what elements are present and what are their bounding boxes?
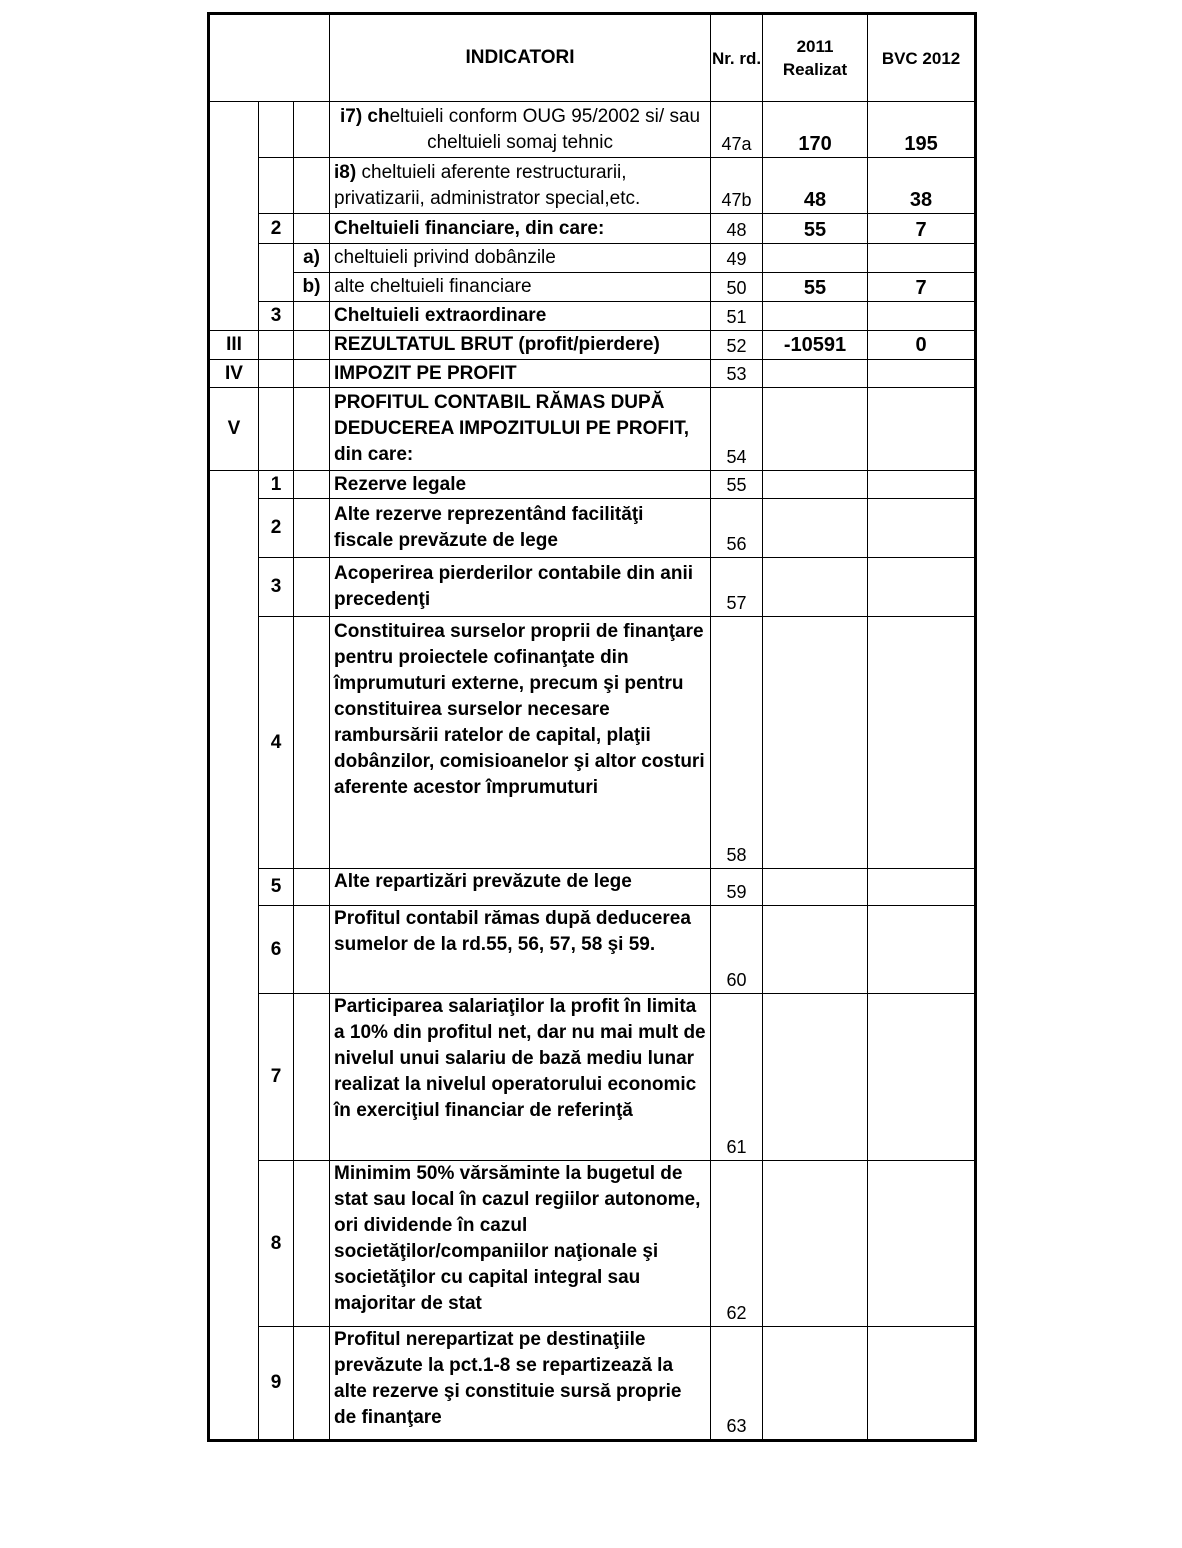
table-row xyxy=(209,906,976,994)
letter-cell xyxy=(294,1161,330,1327)
num-cell: 7 xyxy=(259,994,294,1161)
indicator-text: Cheltuieli extraordinare xyxy=(330,302,711,331)
num-cell: 3 xyxy=(259,302,294,331)
letter-cell xyxy=(294,360,330,388)
value-2012: 195 xyxy=(868,102,976,158)
value-2011 xyxy=(763,1161,868,1327)
num-cell xyxy=(259,360,294,388)
table-row xyxy=(209,869,976,906)
letter-cell xyxy=(294,214,330,244)
value-2011 xyxy=(763,471,868,499)
header-indicators: INDICATORI xyxy=(330,14,711,102)
value-2012 xyxy=(868,617,976,869)
header-nr-rd: Nr. rd. xyxy=(711,14,763,102)
row-number: 47a xyxy=(711,102,763,158)
indicator-text: i8) cheltuieli aferente restructurarii, privatizarii, administrator special,etc. xyxy=(330,158,711,214)
table-row xyxy=(209,158,976,214)
value-2011 xyxy=(763,360,868,388)
row-number: 57 xyxy=(711,558,763,617)
table-row xyxy=(209,388,976,471)
table-row xyxy=(209,214,976,244)
num-cell: 4 xyxy=(259,617,294,869)
roman-cell: III xyxy=(209,331,259,360)
indicator-text: Constituirea surselor proprii de finanţare pentru proiectele cofinanţate din împrumuturi externe, precum şi pentru constituirea surselor necesare rambursării ratelor de capital, plaţii dobânzilor, comisioanelor şi altor costuri aferente acestor împrumuturi xyxy=(330,617,711,869)
value-2011 xyxy=(763,1327,868,1441)
table-row xyxy=(209,244,976,273)
roman-cell: IV xyxy=(209,360,259,388)
indicator-text: Rezerve legale xyxy=(330,471,711,499)
letter-cell xyxy=(294,471,330,499)
indicator-text: PROFITUL CONTABIL RĂMAS DUPĂ DEDUCEREA IMPOZITULUI PE PROFIT, din care: xyxy=(330,388,711,471)
indicator-text: Profitul nerepartizat pe destinaţiile prevăzute la pct.1-8 se repartizează la alte rezerve şi constituie sursă proprie de finanţare xyxy=(330,1327,711,1441)
value-2012 xyxy=(868,1161,976,1327)
table-row xyxy=(209,1327,976,1441)
value-2012 xyxy=(868,244,976,273)
num-cell xyxy=(259,158,294,214)
header-bvc-2012: BVC 2012 xyxy=(868,14,976,102)
indicator-text: Cheltuieli financiare, din care: xyxy=(330,214,711,244)
letter-cell xyxy=(294,158,330,214)
row-number: 49 xyxy=(711,244,763,273)
indicator-text: REZULTATUL BRUT (profit/pierdere) xyxy=(330,331,711,360)
table-row xyxy=(209,302,976,331)
row-number: 61 xyxy=(711,994,763,1161)
letter-cell xyxy=(294,617,330,869)
table-row xyxy=(209,499,976,558)
value-2011 xyxy=(763,499,868,558)
value-2012: 7 xyxy=(868,273,976,302)
table-row xyxy=(209,471,976,499)
indicator-text: alte cheltuieli financiare xyxy=(330,273,711,302)
row-number: 50 xyxy=(711,273,763,302)
indicator-text: Profitul contabil rămas după deducerea sumelor de la rd.55, 56, 57, 58 şi 59. xyxy=(330,906,711,994)
row-number: 48 xyxy=(711,214,763,244)
letter-cell: a) xyxy=(294,244,330,273)
table-row xyxy=(209,273,976,302)
row-number: 58 xyxy=(711,617,763,869)
indicator-text: Alte repartizări prevăzute de lege xyxy=(330,869,711,906)
roman-cell xyxy=(209,102,259,331)
value-2011 xyxy=(763,558,868,617)
letter-cell xyxy=(294,499,330,558)
letter-cell xyxy=(294,102,330,158)
num-cell: 1 xyxy=(259,471,294,499)
table-row xyxy=(209,331,976,360)
value-2011: 55 xyxy=(763,273,868,302)
row-number: 47b xyxy=(711,158,763,214)
row-number: 51 xyxy=(711,302,763,331)
value-2012 xyxy=(868,388,976,471)
value-2011 xyxy=(763,869,868,906)
letter-cell xyxy=(294,388,330,471)
value-2011: 170 xyxy=(763,102,868,158)
row-number: 56 xyxy=(711,499,763,558)
header-2011-realizat: 2011 Realizat xyxy=(763,14,868,102)
num-cell: 5 xyxy=(259,869,294,906)
letter-cell xyxy=(294,906,330,994)
num-cell: 9 xyxy=(259,1327,294,1441)
num-cell: 8 xyxy=(259,1161,294,1327)
num-cell xyxy=(259,388,294,471)
num-cell xyxy=(259,244,294,302)
table-row xyxy=(209,994,976,1161)
value-2012 xyxy=(868,906,976,994)
value-2012: 0 xyxy=(868,331,976,360)
row-number: 52 xyxy=(711,331,763,360)
value-2012 xyxy=(868,360,976,388)
value-2011: 55 xyxy=(763,214,868,244)
row-number: 54 xyxy=(711,388,763,471)
letter-cell xyxy=(294,331,330,360)
roman-cell: V xyxy=(209,388,259,471)
value-2011 xyxy=(763,302,868,331)
value-2011: -10591 xyxy=(763,331,868,360)
table-header-row xyxy=(209,14,976,102)
row-number: 62 xyxy=(711,1161,763,1327)
value-2011 xyxy=(763,617,868,869)
indicator-text: Acoperirea pierderilor contabile din anii precedenţi xyxy=(330,558,711,617)
header-blank-cell xyxy=(209,14,330,102)
value-2011 xyxy=(763,388,868,471)
value-2012: 7 xyxy=(868,214,976,244)
indicator-text: cheltuieli privind dobânzile xyxy=(330,244,711,273)
table-row xyxy=(209,102,976,158)
row-number: 63 xyxy=(711,1327,763,1441)
indicator-text: Alte rezerve reprezentând facilităţi fiscale prevăzute de lege xyxy=(330,499,711,558)
num-cell: 6 xyxy=(259,906,294,994)
value-2012 xyxy=(868,994,976,1161)
indicator-text: Minimim 50% vărsăminte la bugetul de stat sau local în cazul regiilor autonome, ori dividende în cazul societăţilor/companiilor naţionale şi societăţilor cu capital integral sau majoritar de stat xyxy=(330,1161,711,1327)
row-number: 59 xyxy=(711,869,763,906)
table-row xyxy=(209,617,976,869)
value-2011 xyxy=(763,994,868,1161)
value-2012 xyxy=(868,499,976,558)
letter-cell xyxy=(294,994,330,1161)
letter-cell xyxy=(294,869,330,906)
table-row xyxy=(209,360,976,388)
value-2011 xyxy=(763,244,868,273)
num-cell xyxy=(259,331,294,360)
indicator-text: Participarea salariaţilor la profit în limita a 10% din profitul net, dar nu mai mult de nivelul unui salariu de bază mediu lunar realizat la nivelul operatorului economic în exerciţiul financiar de referinţă xyxy=(330,994,711,1161)
row-number: 60 xyxy=(711,906,763,994)
roman-cell xyxy=(209,471,259,1441)
indicator-text: IMPOZIT PE PROFIT xyxy=(330,360,711,388)
num-cell xyxy=(259,102,294,158)
indicator-text: i7) cheltuieli conform OUG 95/2002 si/ sau cheltuieli somaj tehnic xyxy=(330,102,711,158)
value-2012 xyxy=(868,869,976,906)
letter-cell xyxy=(294,558,330,617)
letter-cell: b) xyxy=(294,273,330,302)
value-2012: 38 xyxy=(868,158,976,214)
table-row xyxy=(209,558,976,617)
budget-indicators-table xyxy=(207,12,977,1442)
value-2011: 48 xyxy=(763,158,868,214)
value-2011 xyxy=(763,906,868,994)
table-row xyxy=(209,1161,976,1327)
value-2012 xyxy=(868,558,976,617)
value-2012 xyxy=(868,1327,976,1441)
num-cell: 2 xyxy=(259,214,294,244)
num-cell: 2 xyxy=(259,499,294,558)
letter-cell xyxy=(294,302,330,331)
row-number: 53 xyxy=(711,360,763,388)
row-number: 55 xyxy=(711,471,763,499)
num-cell: 3 xyxy=(259,558,294,617)
value-2012 xyxy=(868,471,976,499)
letter-cell xyxy=(294,1327,330,1441)
value-2012 xyxy=(868,302,976,331)
